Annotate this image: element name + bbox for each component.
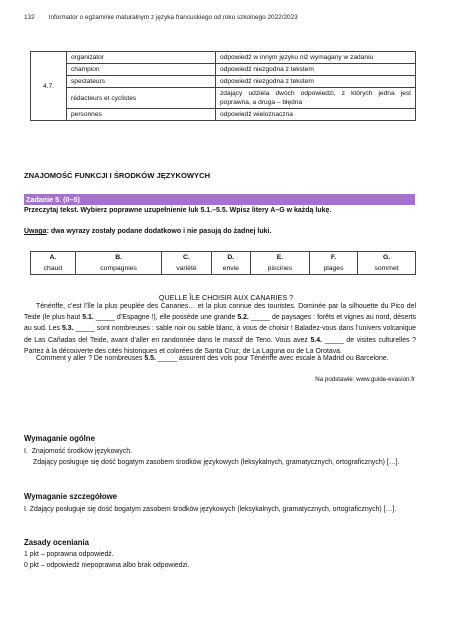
gap-5-2: 5.2. <box>237 314 249 322</box>
note-label: Uwaga <box>24 228 47 235</box>
term-cell: spectateurs <box>67 76 216 88</box>
table-row <box>31 76 416 88</box>
error-cell: odpowiedź wieloznaczna <box>216 109 416 121</box>
text-segment: Comment y aller ? De nombreuses <box>36 355 145 362</box>
option-word: compagnies <box>75 263 161 275</box>
options-words-row <box>31 263 416 275</box>
note-text: : dwa wyrazy zostały podane dodatkowo i nie pasują do żadnej luki. <box>46 228 272 235</box>
option-word: plages <box>309 263 357 275</box>
term-cell: organizator <box>67 52 216 64</box>
page-header <box>24 14 298 21</box>
text-segment: _____ sont nombreuses : sable noir ou sable blanc, à vous de choisir ! Baladez-vous dans l’univers volcanique de Las Cañadas del Teide, avant d’aller en randonnée dans le massif de Teno. Vous avez <box>24 325 416 344</box>
section-title: ZNAJOMOŚĆ FUNKCJI I ŚRODKÓW JĘZYKOWYCH <box>24 171 211 180</box>
option-letter: A. <box>31 252 76 264</box>
general-requirement-text: Zdający posługuje się dość bogatym zasobem środków językowych (leksykalnych, gramatycznych, ortograficznych) […]. <box>33 459 400 466</box>
specific-requirement-heading: Wymaganie szczegółowe <box>24 492 118 501</box>
text-title: QUELLE ÎLE CHOISIR AUX CANARIES ? <box>158 293 294 302</box>
item-title: Znajomość środków językowych. <box>31 448 133 455</box>
gap-5-5: 5.5. <box>144 355 156 362</box>
text-segment: _____ de visites culturelles ? Partez à la découverte des cités historiques et colorées de Santa Cruz, de La Laguna ou de La Orotava. <box>24 336 416 355</box>
option-word: variété <box>162 263 211 275</box>
task-note <box>24 228 271 235</box>
option-word: chaud <box>31 263 76 275</box>
error-examples-table <box>30 51 416 121</box>
table-row <box>31 109 416 121</box>
term-cell: rédacteurs et cyclistes <box>67 88 216 109</box>
scoring-line-2: 0 pkt – odpowiedź niepoprawna albo brak odpowiedzi. <box>24 562 190 569</box>
general-requirement-heading: Wymaganie ogólne <box>24 434 95 443</box>
error-cell: odpowiedź w innym języku niż wymagany w zadaniu <box>216 52 416 64</box>
page-number: 132 <box>24 14 35 21</box>
option-letter: F. <box>309 252 357 264</box>
option-letter: C. <box>162 252 211 264</box>
task-number-cell: 4.7. <box>31 52 67 121</box>
option-word: sommet <box>358 263 416 275</box>
scoring-heading: Zasady oceniania <box>24 538 90 547</box>
option-letter: E. <box>251 252 310 264</box>
text-segment: Ténériffe, c’est l’île la plus peuplée des Canaries… et la plus connue des touristes. Dominée par la silhouette du Pico del Teide (le plus haut <box>24 303 416 322</box>
specific-requirement-text: I. Zdający posługuje się dość bogatym zasobem środków językowych (leksykalnych, gramatycznych, ortograficznych) […]. <box>24 506 397 513</box>
option-word: envie <box>211 263 251 275</box>
text-paragraph-2 <box>24 353 416 364</box>
error-cell: odpowiedź niezgodna z tekstem <box>216 76 416 88</box>
header-title: Informator o egzaminie maturalnym z języka francuskiego od roku szkolnego 2022/2023 <box>48 14 298 21</box>
task-instruction: Przeczytaj tekst. Wybierz poprawne uzupełnienie luk 5.1.–5.5. Wpisz litery A–G w każdą lukę. <box>24 207 332 214</box>
item-number: I. <box>24 448 28 455</box>
option-letter: D. <box>211 252 251 264</box>
term-cell: personnes <box>67 109 216 121</box>
text-segment: _____ d’Espagne !), elle possède une grande <box>93 314 238 322</box>
options-letters-row <box>31 252 416 264</box>
error-cell: zdający udziela dwóch odpowiedzi, z których jedna jest poprawna, a druga – błędna <box>216 88 416 109</box>
gap-5-3: 5.3. <box>62 325 74 333</box>
option-letter: G. <box>358 252 416 264</box>
text-segment: _____ assurent des vols pour Ténériffe avec escale à Madrid ou Barcelone. <box>155 355 389 362</box>
task-label: Zadanie 5. (0–5) <box>24 194 415 205</box>
options-table <box>30 251 416 275</box>
table-row <box>31 88 416 109</box>
source-note: Na podstawie: www.guide-evasion.fr <box>315 376 415 383</box>
error-cell: odpowiedź niezgodna z tekstem <box>216 64 416 76</box>
table-row <box>31 52 416 64</box>
general-requirement-item <box>24 446 416 457</box>
gap-5-1: 5.1. <box>82 314 94 322</box>
text-paragraph-1 <box>24 301 416 357</box>
gap-5-4: 5.4. <box>310 336 322 344</box>
term-cell: champion <box>67 64 216 76</box>
scoring-line-1: 1 pkt – poprawna odpowiedź. <box>24 551 114 558</box>
table-row <box>31 64 416 76</box>
option-letter: B. <box>75 252 161 264</box>
option-word: piscines <box>251 263 310 275</box>
text-segment: _____ de paysages : forêts et vignes au nord, déserts au sud. Les <box>24 314 416 333</box>
